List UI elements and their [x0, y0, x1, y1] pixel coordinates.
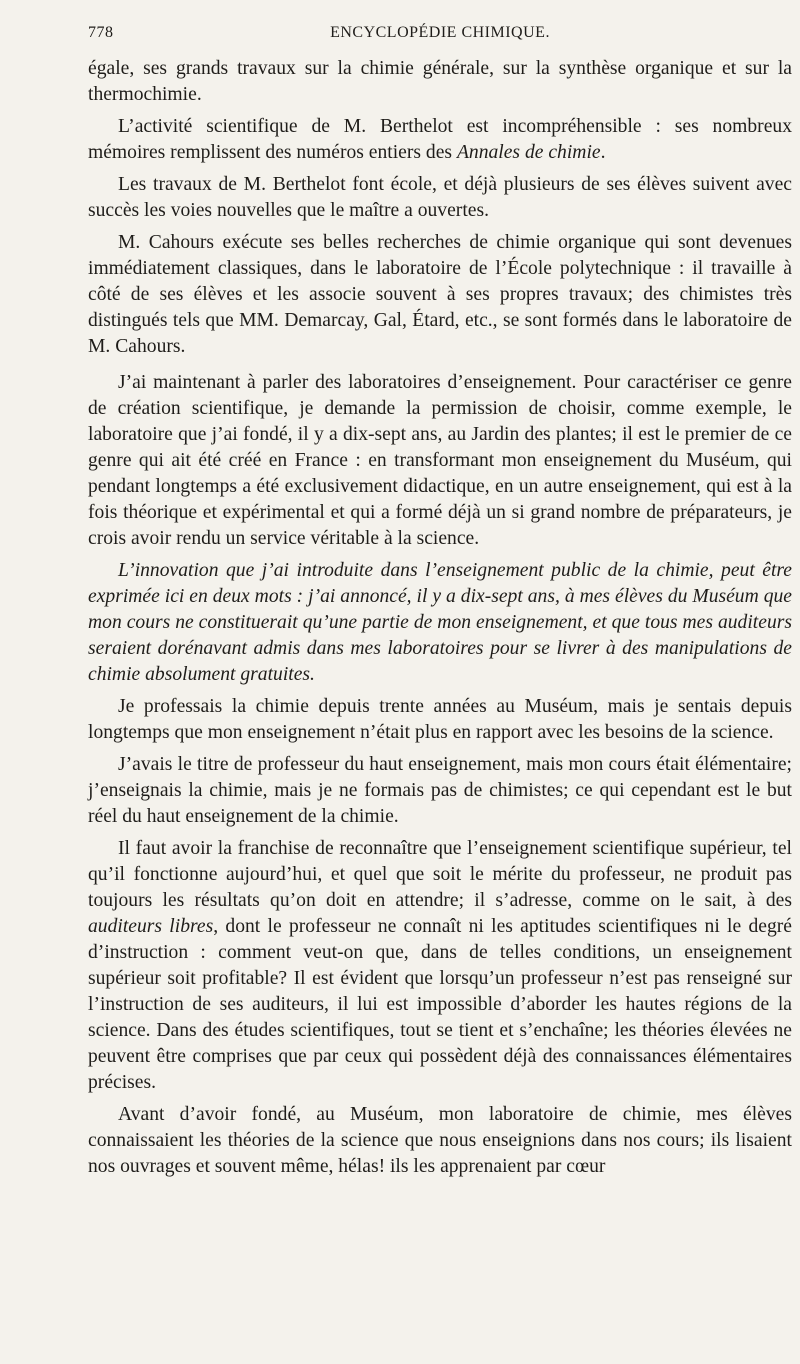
body-text — [88, 56, 792, 1186]
paragraph-2 — [88, 114, 792, 166]
paragraph-2-end: . — [600, 142, 606, 163]
paragraph-2-text: L’activité scientifique de M. Berthelot est incompréhensible : ses nombreux mémoires remplissent des numéros entiers des — [88, 116, 792, 163]
paragraph-9-end: , dont le professeur ne connaît ni les aptitudes scientifiques ni le degré d’instruction : comment veut-on que, dans de telles conditions, un enseignement supérieur soit profitable? Il est évident que lorsqu’un professeur n’est pas renseigné sur l’instruction de ses auditeurs, il lui est impossible d’aborder les hautes régions de la science. Dans des études scientifiques, tout se tient et s’enchaîne; les théories élevées ne peuvent être comprises que par ceux qui possèdent déjà des connaissances élémentaires précises. — [88, 916, 792, 1093]
paragraph-6-italic — [88, 558, 792, 688]
paragraph-3: Les travaux de M. Berthelot font école, et déjà plusieurs de ses élèves suivent avec succès les voies nouvelles que le maître a ouvertes. — [88, 174, 792, 221]
paragraph-5: J’ai maintenant à parler des laboratoires d’enseignement. Pour caractériser ce genre de création scientifique, je demande la permission de choisir, comme exemple, le laboratoire que j’ai fondé, il y a dix-sept ans, au Jardin des plantes; il est le premier de ce genre qui ait été créé en France : en transformant mon enseignement du Muséum, qui pendant longtemps a été exclusivement didactique, en un autre enseignement, qui est à la fois théorique et expérimental et qui a formé déjà un si grand nombre de préparateurs, je crois avoir rendu un service véritable à la science. — [88, 372, 792, 549]
paragraph-4: M. Cahours exécute ses belles recherches de chimie organique qui sont devenues immédiatement classiques, dans le laboratoire de l’École polytechnique : il travaille à côté de ses élèves et les associe souvent à ses propres travaux; des chimistes très distingués tels que MM. Demarcay, Gal, Étard, etc., se sont formés dans le laboratoire de M. Cahours. — [88, 232, 792, 357]
journal-title: Annales de chimie — [456, 142, 601, 163]
auditeurs-libres: auditeurs libres — [88, 916, 214, 937]
page-number: 778 — [88, 24, 114, 41]
paragraph-10: Avant d’avoir fondé, au Muséum, mon laboratoire de chimie, mes élèves connaissaient les théories de la science que nous enseignions dans nos cours; ils lisaient nos ouvrages et souvent même, hélas! ils les apprenaient par cœur — [88, 1104, 792, 1177]
italic-quote: L’innovation que j’ai introduite dans l’enseignement public de la chimie, peut être exprimée ici en deux mots : j’ai annoncé, il y a dix-sept ans, à mes élèves du Muséum que mon cours ne constituerait qu’une partie de mon enseignement, et que tous mes auditeurs seraient dorénavant admis dans mes laboratoires pour se livrer à des manipulations de chimie absolument gratuites. — [88, 560, 792, 685]
paragraph-8: J’avais le titre de professeur du haut enseignement, mais mon cours était élémentaire; j’enseignais la chimie, mais je ne formais pas de chimistes; ce qui cependant est le but réel du haut enseignement de la chimie. — [88, 754, 792, 827]
paragraph-7: Je professais la chimie depuis trente années au Muséum, mais je sentais depuis longtemps que mon enseignement n’était plus en rapport avec les besoins de la science. — [88, 696, 792, 743]
running-title: ENCYCLOPÉDIE CHIMIQUE. — [330, 24, 550, 41]
paragraph-1: égale, ses grands travaux sur la chimie générale, sur la synthèse organique et sur la thermochimie. — [88, 58, 792, 105]
running-header — [88, 24, 792, 48]
paragraph-9 — [88, 836, 792, 1096]
paragraph-9-text: Il faut avoir la franchise de reconnaître que l’enseignement scientifique supérieur, tel qu’il fonctionne aujourd’hui, et quel que soit le mérite du professeur, ne produit pas toujours les résultats qu’on doit en attendre; il s’adresse, comme on le sait, à des — [88, 838, 792, 911]
